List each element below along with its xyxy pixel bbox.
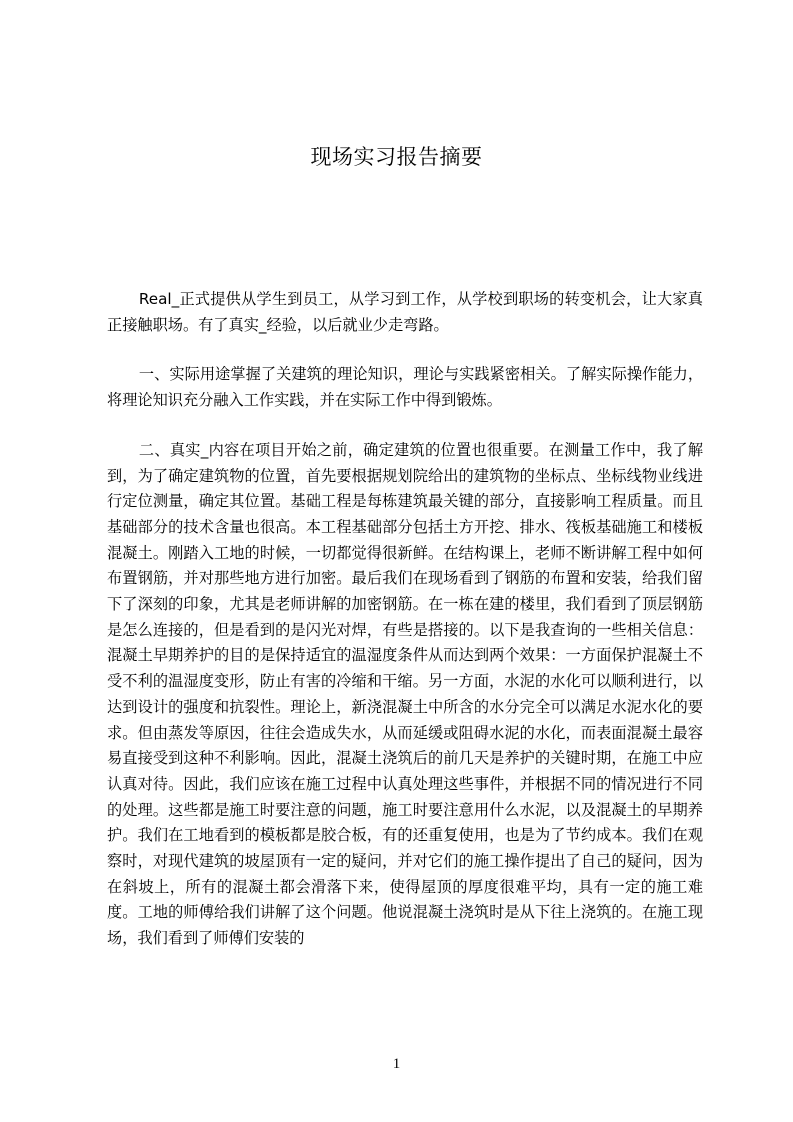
paragraph-section-two: 二、真实_内容在项目开始之前，确定建筑的位置也很重要。在测量工作中，我了解到，为了确定建筑物的位置，首先要根据规划院给出的建筑物的坐标点、坐标线物业线进行定位测量，确定其位置。基础工程是每栋建筑最关键的部分，直接影响工程质量。而且基础部分的技术含量也很高。本工程基础部分包括土方开挖、排水、筏板基础施工和楼板混凝土。刚踏入工地的时候，一切都觉得很新鲜。在结构课上，老师不断讲解工程中如何布置钢筋，并对那些地方进行加密。最后我们在现场看到了钢筋的布置和安装，给我们留下了深刻的印象，尤其是老师讲解的加密钢筋。在一栋在建的楼里，我们看到了顶层钢筋是怎么连接的，但是看到的是闪光对焊，有些是搭接的。以下是我查询的一些相关信息：混凝土早期养护的目的是保持适宜的温湿度条件从而达到两个效果：一方面保护混凝土不受不利的温湿度变形，防止有害的冷缩和干缩。另一方面，水泥的水化可以顺利进行，以达到设计的强度和抗裂性。理论上，新浇混凝土中所含的水分完全可以满足水泥水化的要求。但由蒸发等原因，往往会造成失水，从而延缓或阻碍水泥的水化，而表面混凝土最容易直接受到这种不利影响。因此，混凝土浇筑后的前几天是养护的关键时期，在施工中应认真对待。因此，我们应该在施工过程中认真处理这些事件，并根据不同的情况进行不同的处理。这些都是施工时要注意的问题，施工时要注意用什么水泥，以及混凝土的早期养护。我们在工地看到的模板都是胶合板，有的还重复使用，也是为了节约成本。我们在观察时，对现代建筑的坡屋顶有一定的疑问，并对它们的施工操作提出了自己的疑问，因为在斜坡上，所有的混凝土都会滑落下来，使得屋顶的厚度很难平均，具有一定的施工难度。工地的师傅给我们讲解了这个问题。他说混凝土浇筑时是从下往上浇筑的。在施工现场，我们看到了师傅们安装的 [107,440,703,948]
document-title: 现场实习报告摘要 [310,145,483,169]
paragraph-intro: Real_正式提供从学生到员工，从学习到工作，从学校到职场的转变机会，让大家真正接触职场。有了真实_经验，以后就业少走弯路。 [107,290,703,334]
page-number: 1 [392,1056,401,1072]
paragraph-section-one: 一、实际用途掌握了关建筑的理论知识，理论与实践紧密相关。了解实际操作能力，将理论知识充分融入工作实践，并在实际工作中得到锻炼。 [107,365,703,410]
document-body [107,287,703,952]
